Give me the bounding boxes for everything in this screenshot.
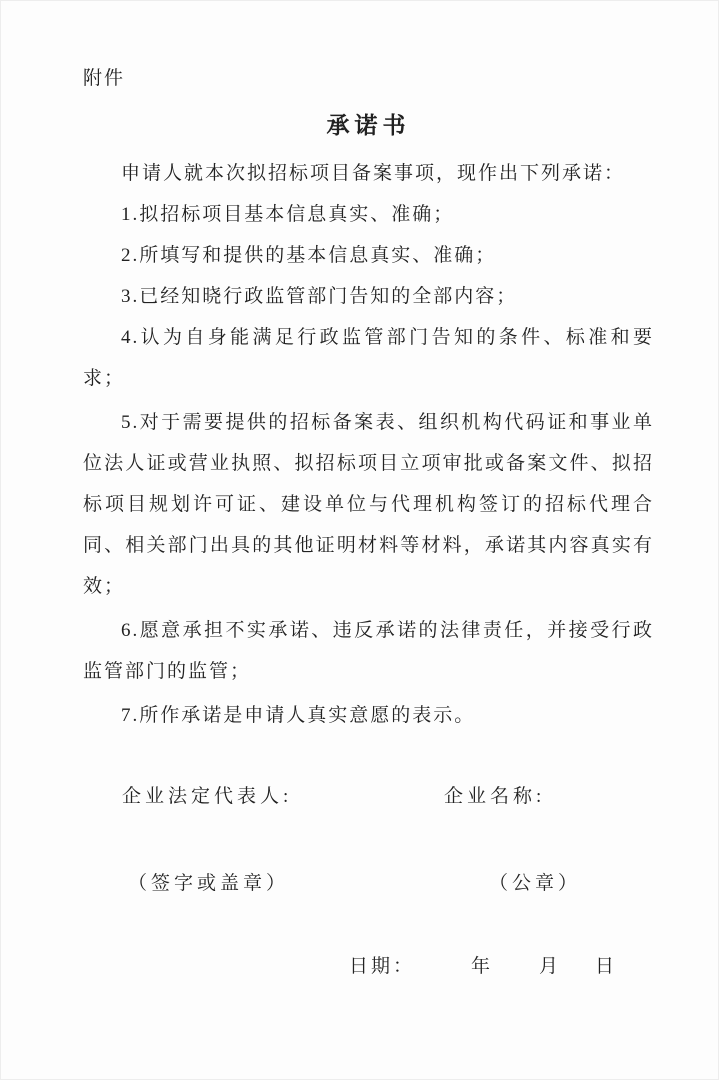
intro-paragraph: 申请人就本次拟招标项目备案事项，现作出下列承诺： bbox=[121, 163, 626, 184]
document-title: 承诺书 bbox=[326, 113, 411, 138]
company-name-label: 企业名称: bbox=[444, 786, 546, 807]
attachment-label: 附件 bbox=[83, 68, 126, 89]
commitment-item-4: 4.认为自身能满足行政监管部门告知的条件、标准和要求； bbox=[83, 327, 654, 389]
date-label: 日期： bbox=[349, 956, 416, 977]
legal-representative-label: 企业法定代表人: bbox=[122, 786, 293, 807]
commitment-item-3: 3.已经知晓行政监管部门告知的全部内容； bbox=[121, 286, 518, 307]
commitment-item-7: 7.所作承诺是申请人真实意愿的表示。 bbox=[121, 705, 476, 726]
official-seal-note: （公章） bbox=[489, 873, 582, 894]
commitment-item-5: 5.对于需要提供的招标备案表、组织机构代码证和事业单位法人证或营业执照、拟招标项目立项审批或备案文件、拟招标项目规划许可证、建设单位与代理机构签订的招标代理合同、相关部门出具的其他证明材料等材料，承诺其内容真实有效； bbox=[83, 412, 654, 597]
signature-or-seal-note: （签字或盖章） bbox=[128, 873, 290, 894]
month-label: 月 bbox=[539, 956, 562, 977]
day-label: 日 bbox=[595, 956, 618, 977]
commitment-item-1: 1.拟招标项目基本信息真实、准确； bbox=[121, 204, 455, 225]
date-line bbox=[349, 953, 617, 980]
year-label: 年 bbox=[471, 956, 494, 977]
document-body bbox=[1, 1, 718, 736]
commitment-item-2: 2.所填写和提供的基本信息真实、准确； bbox=[121, 245, 497, 266]
commitment-item-6: 6.愿意承担不实承诺、违反承诺的法律责任，并接受行政监管部门的监管； bbox=[83, 620, 654, 682]
